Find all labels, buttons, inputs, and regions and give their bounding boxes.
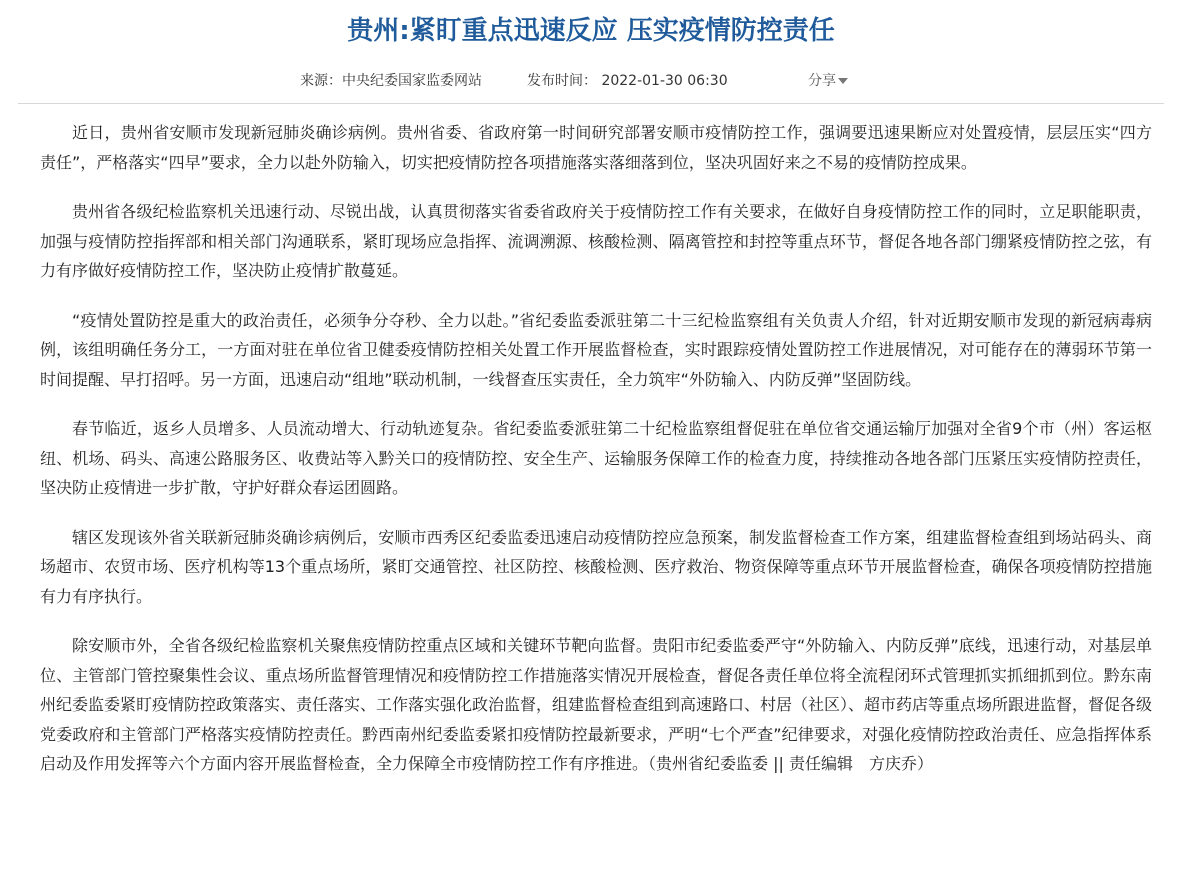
article-source: 来源：中央纪委国家监委网站 (300, 73, 482, 89)
article-publish-time: 发布时间： 2022-01-30 06:30 (527, 73, 728, 89)
share-button[interactable] (808, 70, 848, 90)
article-paragraph: “疫情处置防控是重大的政治责任，必须争分夺秒、全力以赴。”省纪委监委派驻第二十三纪检监察组有关负责人介绍，针对近期安顺市发现的新冠病毒病例，该组明确任务分工，一方面对驻在单位省卫健委疫情防控相关处置工作开展监督检查，实时跟踪疫情处置防控工作进展情况，对可能存在的薄弱环节第一时间提醒、早打招呼。另一方面，迅速启动“组地”联动机制，一线督查压实责任，全力筑牢“外防输入、内防反弹”坚固防线。 (40, 310, 1152, 389)
article-paragraph: 辖区发现该外省关联新冠肺炎确诊病例后，安顺市西秀区纪委监委迅速启动疫情防控应急预案，制发监督检查工作方案，组建监督检查组到场站码头、商场超市、农贸市场、医疗机构等13个重点场所，紧盯交通管控、社区防控、核酸检测、医疗救治、物资保障等重点环节开展监督检查，确保各项疫情防控措施有力有序执行。 (40, 527, 1152, 606)
article-meta (0, 70, 1182, 94)
article-paragraph: 近日，贵州省安顺市发现新冠肺炎确诊病例。贵州省委、省政府第一时间研究部署安顺市疫情防控工作，强调要迅速果断应对处置疫情，层层压实“四方责任”，严格落实“四早”要求，全力以赴外防输入，切实把疫情防控各项措施落实落细落到位，坚决巩固好来之不易的疫情防控成果。 (40, 123, 1152, 172)
share-label: 分享 (808, 73, 836, 89)
article-paragraph: 贵州省各级纪检监察机关迅速行动、尽锐出战，认真贯彻落实省委省政府关于疫情防控工作有关要求，在做好自身疫情防控工作的同时，立足职能职责，加强与疫情防控指挥部和相关部门沟通联系，紧盯现场应急指挥、流调溯源、核酸检测、隔离管控和封控等重点环节，督促各地各部门绷紧疫情防控之弦，有力有序做好疫情防控工作，坚决防止疫情扩散蔓延。 (40, 202, 1152, 280)
header-divider (18, 103, 1164, 104)
article-title: 贵州:紧盯重点迅速反应 压实疫情防控责任 (347, 16, 835, 46)
article-paragraph: 除安顺市外，全省各级纪检监察机关聚焦疫情防控重点区域和关键环节靶向监督。贵阳市纪委监委严守“外防输入、内防反弹”底线，迅速行动，对基层单位、主管部门管控聚集性会议、重点场所监督管理情况和疫情防控工作措施落实情况开展检查，督促各责任单位将全流程闭环式管理抓实抓细抓到位。黔东南州纪委监委紧盯疫情防控政策落实、责任落实、工作落实强化政治监督，组建监督检查组到高速路口、村居（社区）、超市药店等重点场所跟进监督，督促各级党委政府和主管部门严格落实疫情防控责任。黔西南州纪委监委紧扣疫情防控最新要求，严明“七个严查”纪律要求，对强化疫情防控政治责任、应急指挥体系启动及作用发挥等六个方面内容开展监督检查，全力保障全市疫情防控工作有序推进。（贵州省纪委监委 || 责任编辑 方庆乔） (40, 636, 1153, 773)
chevron-down-icon (838, 78, 848, 84)
article-paragraph: 春节临近，返乡人员增多、人员流动增大、行动轨迹复杂。省纪委监委派驻第二十纪检监察组督促驻在单位省交通运输厅加强对全省9个市（州）客运枢纽、机场、码头、高速公路服务区、收费站等入黔关口的疫情防控、安全生产、运输服务保障工作的检查力度，持续推动各地各部门压紧压实疫情防控责任，坚决防止疫情进一步扩散，守护好群众春运团圆路。 (40, 419, 1152, 497)
article-body (0, 118, 1182, 779)
